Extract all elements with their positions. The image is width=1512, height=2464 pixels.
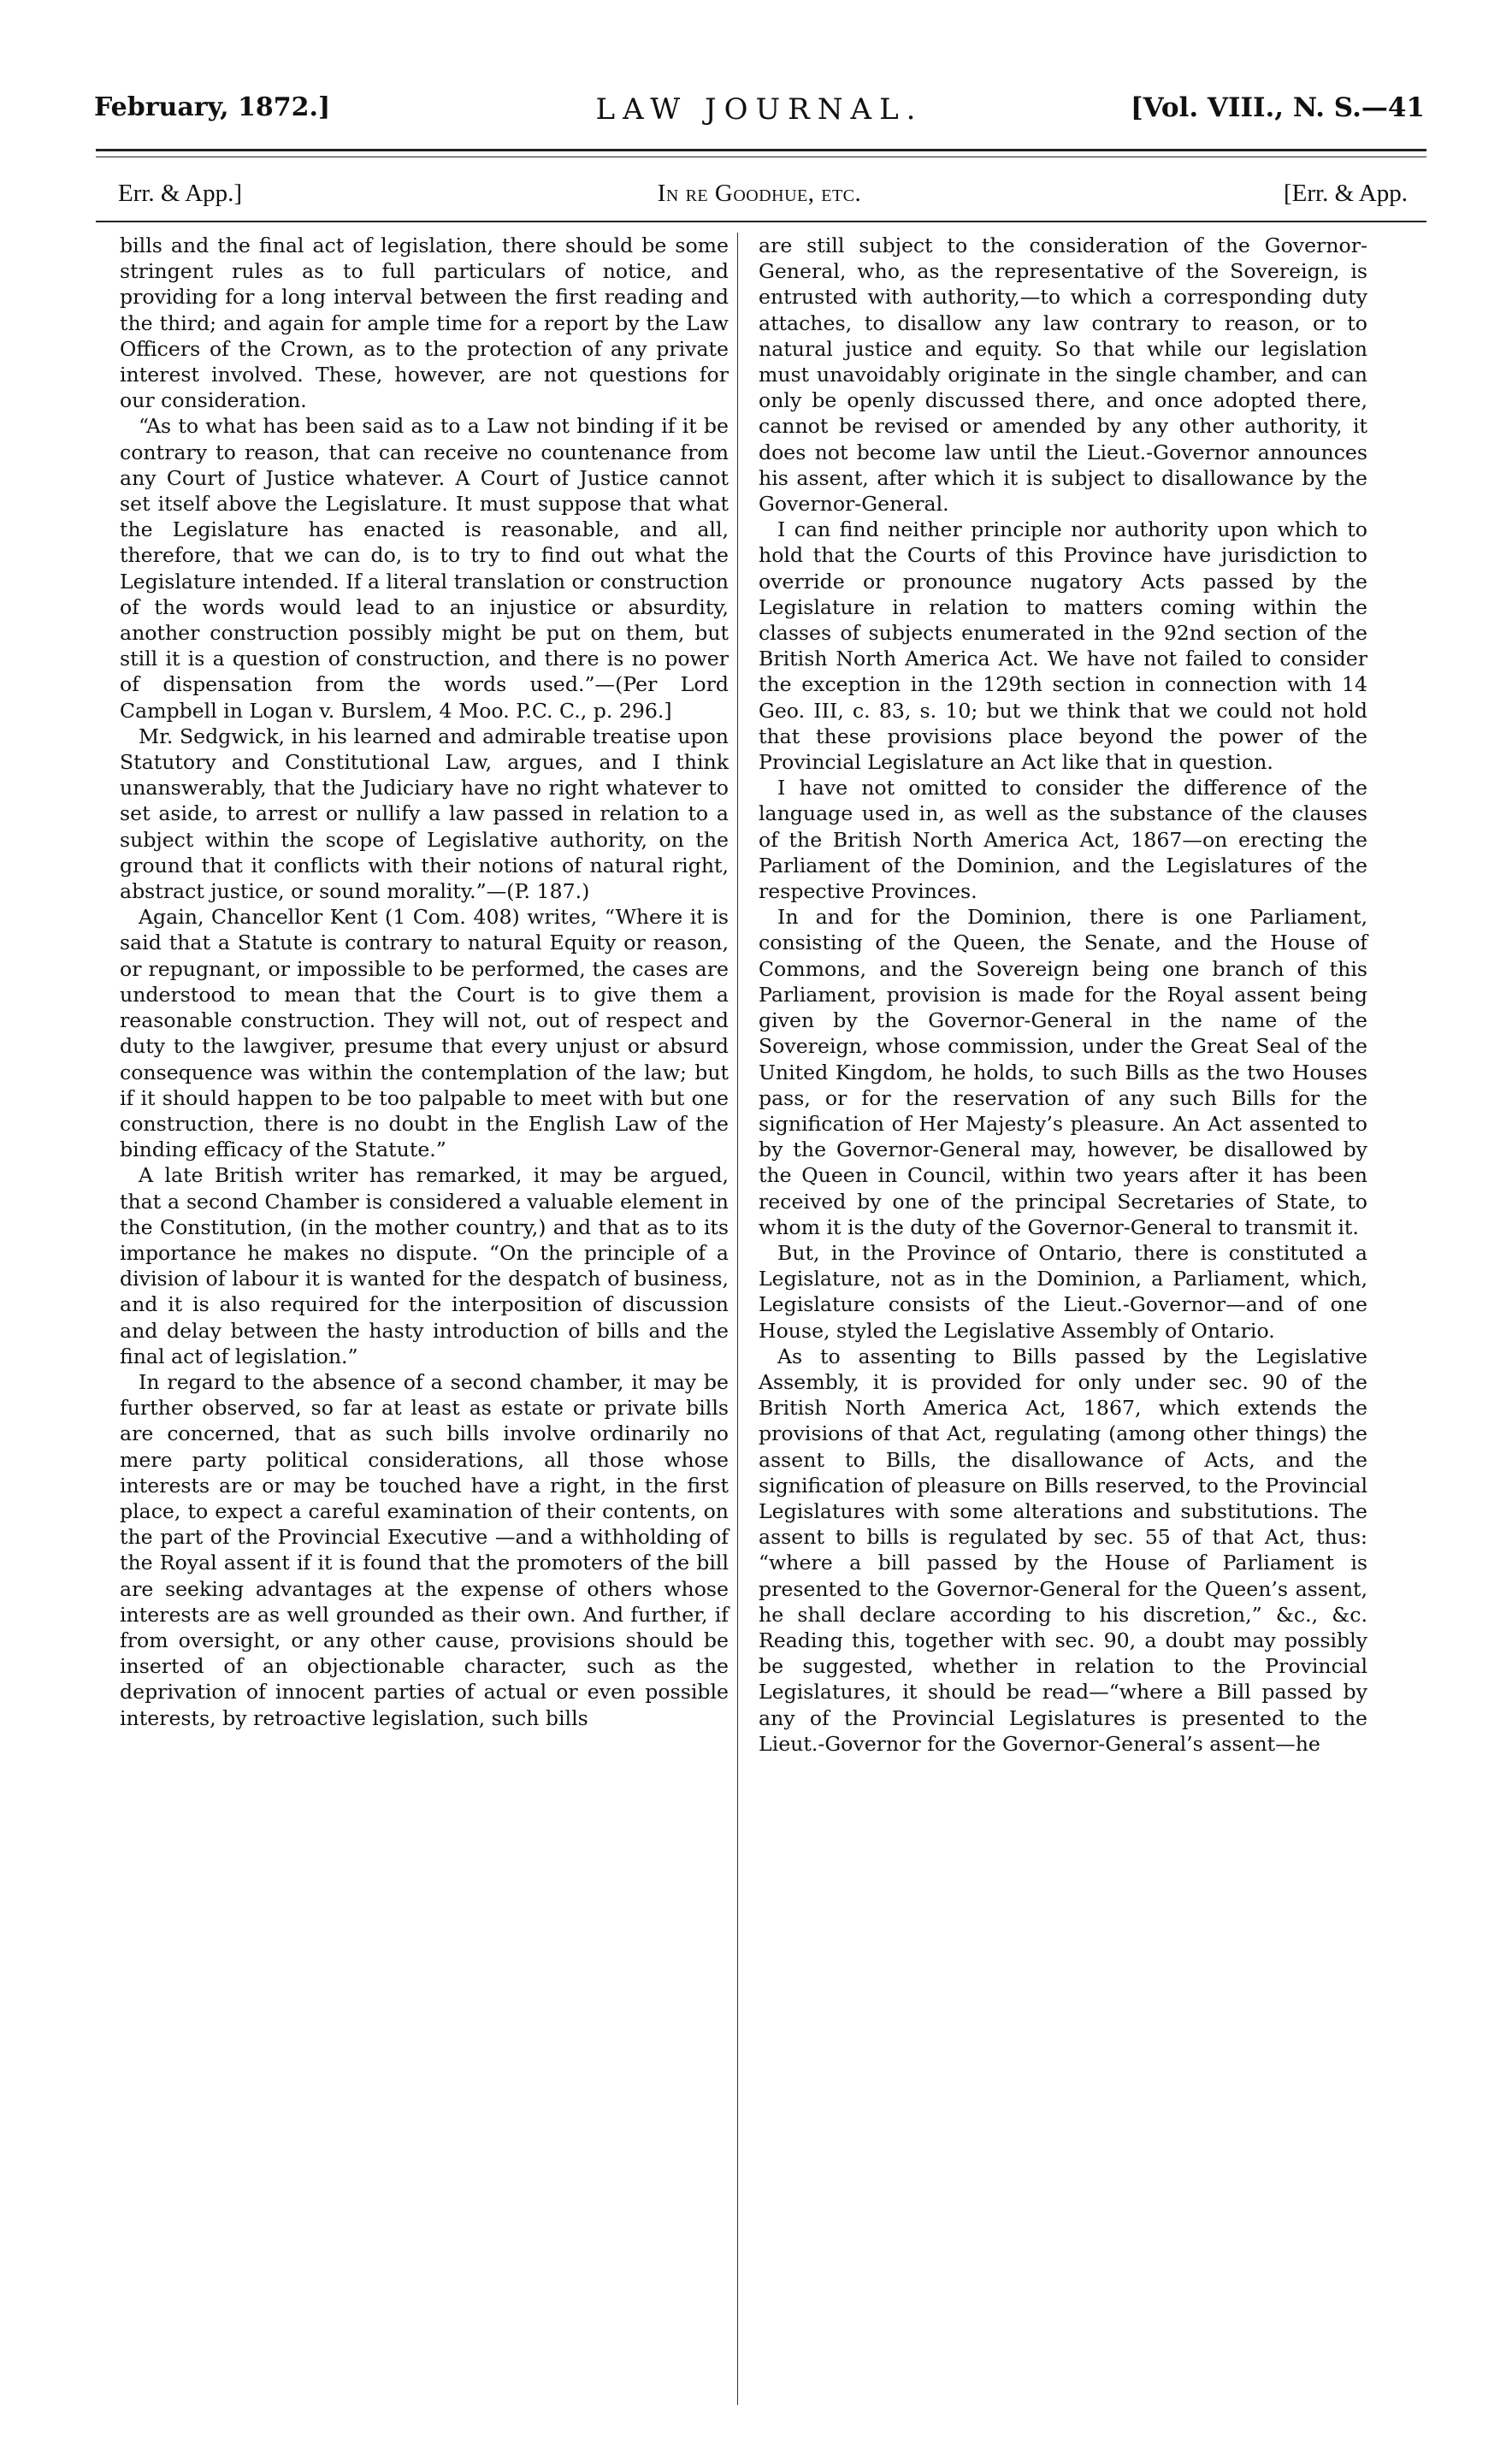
case-title: In re Goodhue, etc.	[657, 180, 862, 207]
paragraph: A late British writer has remarked, it may be argued, that a second Chamber is considered a valuable element in the Constitution, (in the mother country,) and that as to its importance he makes no dispute. “On the principle of a division of labour it is wanted for the despatch of business, and it is also required for the interposition of discussion and delay between the hasty introduction of bills and the final act of legislation.”	[120, 1163, 729, 1368]
section-subheader	[94, 180, 1425, 214]
journal-title: LAW JOURNAL.	[595, 92, 924, 127]
paragraph: bills and the final act of legislation, there should be some stringent rules as to full particulars of notice, and providing for a long interval between the first reading and the third; and again for ample time for a report by the Law Officers of the Crown, as to the protection of any private interest involved. These, however, are not questions for our consideration.	[120, 233, 729, 413]
court-label-left: Err. & App.]	[118, 180, 242, 207]
right-column	[759, 233, 1367, 1757]
paragraph: “As to what has been said as to a Law not binding if it be contrary to reason, that can receive no countenance from any Court of Justice whatever. A Court of Justice cannot set itself above the Legislature. It must suppose that what the Legislature has enacted is reasonable, and all, therefore, that we can do, is to try to find out what the Legislature intended. If a literal translation or construction of the words would lead to an injustice or absurdity, another construction possibly might be put on them, but still it is a question of construction, and there is no power of dispensation from the words used.”—(Per Lord Campbell in Logan v. Burslem, 4 Moo. P.C. C., p. 296.]	[120, 414, 729, 723]
subheader-rule	[96, 221, 1426, 222]
paragraph: In and for the Dominion, there is one Parliament, consisting of the Queen, the Senate, and the House of Commons, and the Sovereign being one branch of this Parliament, provision is made for the Royal assent being given by the Governor-General in the name of the Sovereign, whose commission, under the Great Seal of the United Kingdom, he holds, to such Bills as the two Houses pass, or for the reservation of any such Bills for the signification of Her Majesty’s pleasure. An Act assented to by the Governor-General may, however, be disallowed by the Queen in Council, within two years after it has been received by one of the principal Secretaries of State, to whom it is the duty of the Governor-General to transmit it.	[759, 905, 1367, 1239]
running-head	[94, 92, 1425, 132]
header-double-rule	[96, 149, 1426, 157]
volume-page-number: [Vol. VIII., N. S.—41	[1131, 92, 1425, 123]
paragraph: As to assenting to Bills passed by the Legislative Assembly, it is provided for only under sec. 90 of the British North America Act, 1867, which extends the provisions of that Act, regulating (among other things) the assent to Bills, the disallowance of Acts, and the signification of pleasure on Bills reserved, to the Provincial Legislatures with some alterations and substitutions. The assent to bills is regulated by sec. 55 of that Act, thus: “where a bill passed by the House of Parliament is presented to the Governor-General for the Queen’s assent, he shall declare according to his discretion,” &c., &c. Reading this, together with sec. 90, a doubt may possibly be suggested, whether in relation to the Provincial Legislatures, it should be read—“where a Bill passed by any of the Provincial Legislatures is presented to the Lieut.-Governor for the Governor-General’s assent—he	[759, 1344, 1367, 1756]
paragraph: Again, Chancellor Kent (1 Com. 408) writes, “Where it is said that a Statute is contrary to natural Equity or reason, or repugnant, or impossible to be performed, the cases are understood to mean that the Court is to give them a reasonable construction. They will not, out of respect and duty to the lawgiver, presume that every unjust or absurd consequence was within the contemplation of the law; but if it should happen to be too palpable to meet with but one construction, there is no doubt in the English Law of the binding efficacy of the Statute.”	[120, 905, 729, 1162]
paragraph: But, in the Province of Ontario, there is constituted a Legislature, not as in the Dominion, a Parliament, which, Legislature consists of the Lieut.-Governor—and of one House, styled the Legislative Assembly of Ontario.	[759, 1240, 1367, 1343]
paragraph: I have not omitted to consider the difference of the language used in, as well as the substance of the clauses of the British North America Act, 1867—on erecting the Parliament of the Dominion, and the Legislatures of the respective Provinces.	[759, 776, 1367, 904]
paragraph: Mr. Sedgwick, in his learned and admirable treatise upon Statutory and Constitutional Law, argues, and I think unanswerably, that the Judiciary have no right whatever to set aside, to arrest or nullify a law passed in relation to a subject within the scope of Legislative authority, on the ground that it conflicts with their notions of natural right, abstract justice, or sound morality.”—(P. 187.)	[120, 724, 729, 904]
issue-date: February, 1872.]	[94, 92, 331, 122]
column-divider	[737, 233, 738, 2405]
left-column	[120, 233, 729, 1731]
court-label-right: [Err. & App.	[1284, 180, 1408, 207]
paragraph: I can find neither principle nor authority upon which to hold that the Courts of this Province have jurisdiction to override or pronounce nugatory Acts passed by the Legislature in relation to matters coming within the classes of subjects enumerated in the 92nd section of the British North America Act. We have not failed to consider the exception in the 129th section in connection with 14 Geo. III, c. 83, s. 10; but we think that we could not hold that these provisions place beyond the power of the Provincial Legislature an Act like that in question.	[759, 517, 1367, 775]
paragraph: are still subject to the consideration of the Governor-General, who, as the representative of the Sovereign, is entrusted with authority,—to which a corresponding duty attaches, to disallow any law contrary to reason, or to natural justice and equity. So that while our legislation must unavoidably originate in the single chamber, and can only be openly discussed there, and once adopted there, cannot be revised or amended by any other authority, it does not become law until the Lieut.-Governor announces his assent, after which it is subject to disallowance by the Governor-General.	[759, 233, 1367, 517]
paragraph: In regard to the absence of a second chamber, it may be further observed, so far at least as estate or private bills are concerned, that as such bills involve ordinarily no mere party political considerations, all those whose interests are or may be touched have a right, in the first place, to expect a careful examination of their contents, on the part of the Provincial Executive —and a withholding of the Royal assent if it is found that the promoters of the bill are seeking advantages at the expense of others whose interests are as well grounded as their own. And further, if from oversight, or any other cause, provisions should be inserted of an objectionable character, such as the deprivation of innocent parties of actual or even possible interests, by retroactive legislation, such bills	[120, 1369, 729, 1730]
